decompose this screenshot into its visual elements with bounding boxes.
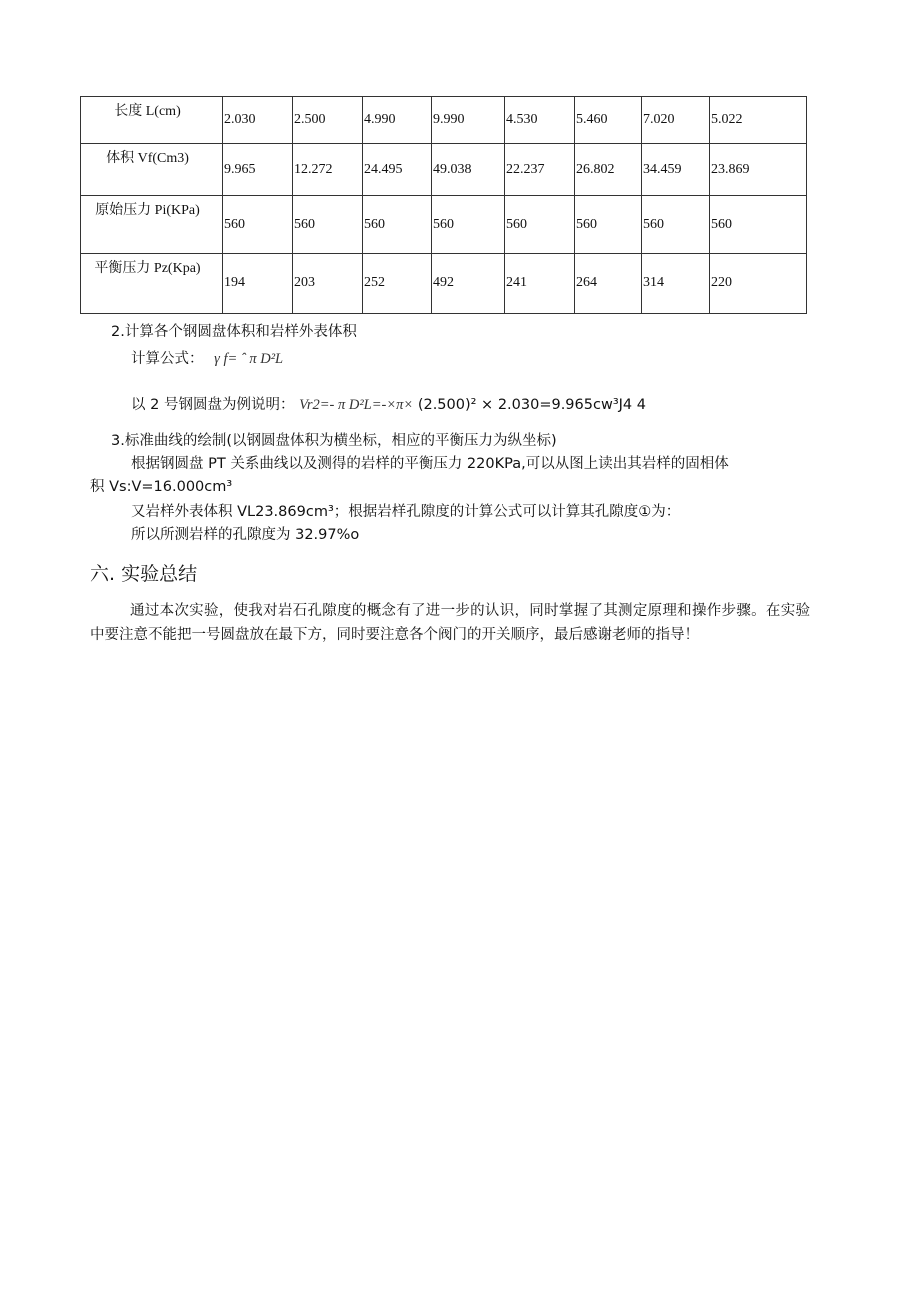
cell-value: 194 <box>224 275 245 290</box>
cell-value: 252 <box>364 275 385 290</box>
table-cell <box>710 144 807 196</box>
example-tail: (2.500)² × 2.030=9.965cw³J4 4 <box>417 397 646 413</box>
table-cell <box>505 97 575 144</box>
cell-value: 560 <box>433 217 454 232</box>
example-line <box>131 395 646 415</box>
table-cell <box>293 97 363 144</box>
cell-value: 7.020 <box>643 112 675 127</box>
step3-line4: 所以所测岩样的孔隙度为 32.97%o <box>131 527 360 543</box>
cell-value: 24.495 <box>364 162 403 177</box>
cell-value: 4.530 <box>506 112 538 127</box>
table-cell <box>293 196 363 254</box>
table-cell <box>710 254 807 314</box>
cell-value: 560 <box>506 217 527 232</box>
table-cell <box>642 196 710 254</box>
row-header-label: 长度 L(cm) <box>114 104 181 119</box>
cell-value: 34.459 <box>643 162 682 177</box>
cell-value: 12.272 <box>294 162 333 177</box>
step3-line3: 又岩样外表体积 VL23.869cm³；根据岩样孔隙度的计算公式可以计算其孔隙度①为： <box>131 504 681 520</box>
table-cell <box>575 254 642 314</box>
cell-value: 2.500 <box>294 112 326 127</box>
table-cell <box>575 144 642 196</box>
table-cell <box>432 254 505 314</box>
cell-value: 23.869 <box>711 162 750 177</box>
cell-value: 241 <box>506 275 527 290</box>
section6-paragraph: 通过本次实验，使我对岩石孔隙度的概念有了进一步的认识，同时掌握了其测定原理和操作步骤。在实验中要注意不能把一号圆盘放在最下方，同时要注意各个阀门的开关顺序，最后感谢老师的指导！ <box>90 603 810 643</box>
formula-line <box>131 349 283 369</box>
cell-value: 5.022 <box>711 112 743 127</box>
measurement-table <box>80 96 807 314</box>
table-cell <box>223 144 293 196</box>
table-cell <box>363 196 432 254</box>
table-cell <box>710 196 807 254</box>
row-header-label: 原始压力 Pi(KPa) <box>95 203 200 218</box>
row-header-cell <box>81 254 223 314</box>
table-cell <box>505 196 575 254</box>
example-formula: Vr2=- π D²L=-×π× <box>299 397 414 413</box>
step3-title: 3.标准曲线的绘制(以钢圆盘体积为横坐标，相应的平衡压力为纵坐标) <box>111 433 557 449</box>
table-cell <box>223 196 293 254</box>
table-cell <box>432 97 505 144</box>
cell-value: 2.030 <box>224 112 256 127</box>
table-cell <box>505 254 575 314</box>
table-cell <box>223 97 293 144</box>
table-row <box>81 196 807 254</box>
cell-value: 560 <box>711 217 732 232</box>
cell-value: 203 <box>294 275 315 290</box>
cell-value: 560 <box>224 217 245 232</box>
cell-value: 26.802 <box>576 162 615 177</box>
row-header-label: 体积 Vf(Cm3) <box>106 151 189 166</box>
step3-line2: 积 Vs:V=16.000cm³ <box>90 479 233 495</box>
table-body <box>81 97 807 314</box>
cell-value: 5.460 <box>576 112 608 127</box>
cell-value: 22.237 <box>506 162 545 177</box>
cell-value: 492 <box>433 275 454 290</box>
row-header-cell <box>81 97 223 144</box>
table-cell <box>575 97 642 144</box>
table-cell <box>293 254 363 314</box>
cell-value: 560 <box>364 217 385 232</box>
table-row <box>81 97 807 144</box>
cell-value: 4.990 <box>364 112 396 127</box>
cell-value: 264 <box>576 275 597 290</box>
cell-value: 220 <box>711 275 732 290</box>
cell-value: 560 <box>294 217 315 232</box>
table-cell <box>432 144 505 196</box>
cell-value: 49.038 <box>433 162 472 177</box>
step2-title: 2.计算各个钢圆盘体积和岩样外表体积 <box>111 324 357 340</box>
row-header-label: 平衡压力 Pz(Kpa) <box>94 261 201 276</box>
table-row <box>81 144 807 196</box>
cell-value: 314 <box>643 275 664 290</box>
step3-line1: 根据钢圆盘 PT 关系曲线以及测得的岩样的平衡压力 220KPa,可以从图上读出其岩样的固相体 <box>131 456 729 472</box>
table-cell <box>642 97 710 144</box>
table-cell <box>642 254 710 314</box>
table-cell <box>575 196 642 254</box>
cell-value: 9.990 <box>433 112 465 127</box>
table-cell <box>363 254 432 314</box>
row-header-cell <box>81 144 223 196</box>
table-cell <box>432 196 505 254</box>
cell-value: 560 <box>576 217 597 232</box>
table-cell <box>642 144 710 196</box>
formula-label: 计算公式： <box>131 351 204 367</box>
cell-value: 560 <box>643 217 664 232</box>
table-cell <box>363 97 432 144</box>
table-cell <box>710 97 807 144</box>
row-header-cell <box>81 196 223 254</box>
section6-heading: 六. 实验总结 <box>90 563 198 585</box>
formula-text: γ f= ˆ π D²L <box>214 351 284 367</box>
table-cell <box>505 144 575 196</box>
table-cell <box>293 144 363 196</box>
table-cell <box>363 144 432 196</box>
cell-value: 9.965 <box>224 162 256 177</box>
table-row <box>81 254 807 314</box>
example-label: 以 2 号钢圆盘为例说明： <box>131 397 295 413</box>
table-cell <box>223 254 293 314</box>
